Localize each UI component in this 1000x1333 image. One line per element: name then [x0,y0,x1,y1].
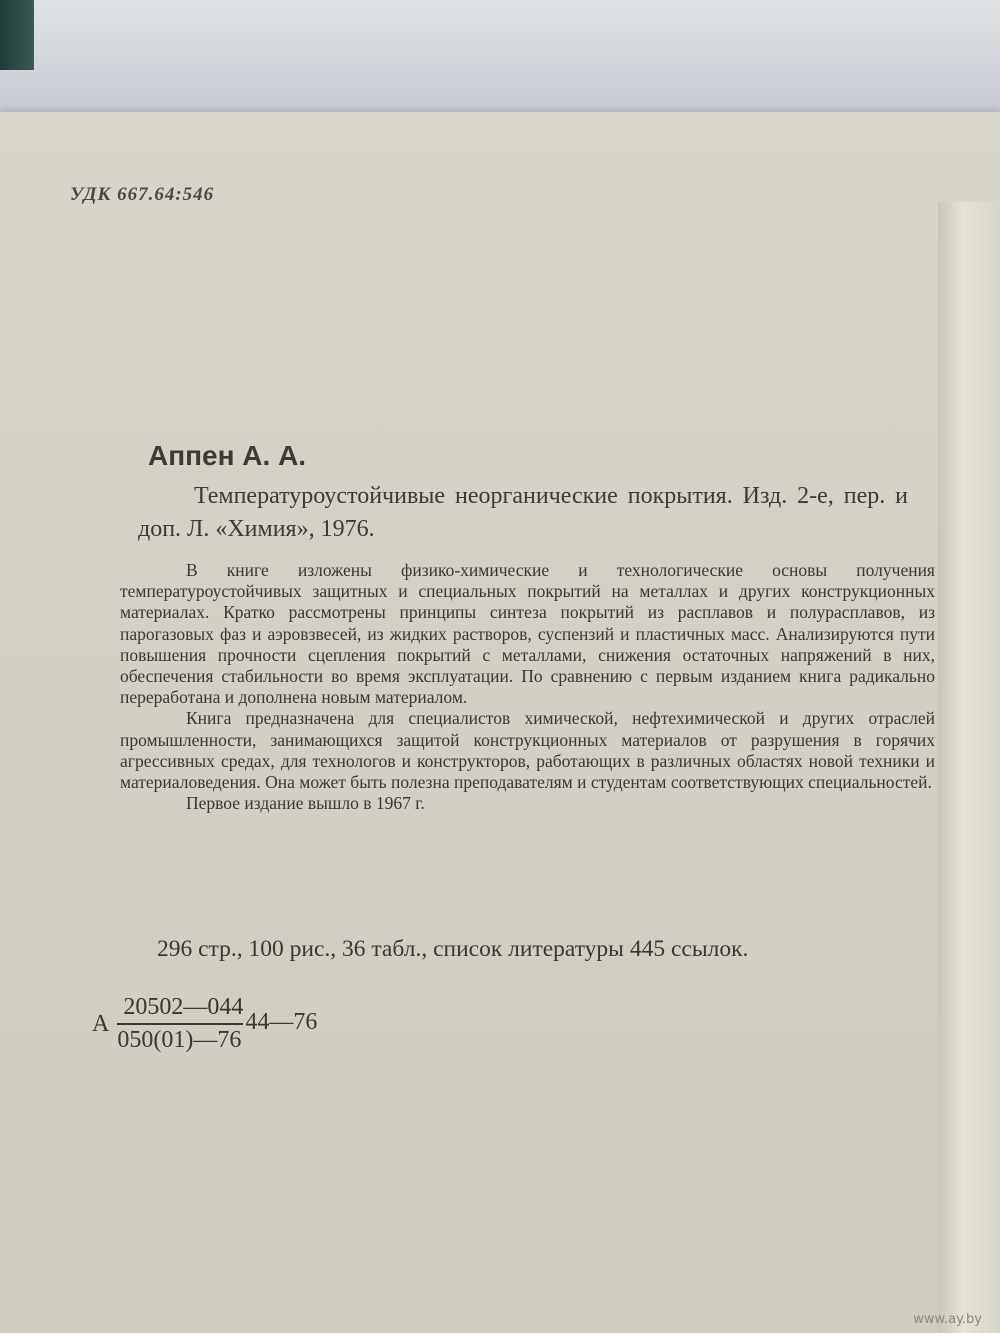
author-name: Аппен А. А. [148,440,307,471]
watermark: www.ay.by [913,1312,982,1327]
page-edge [938,202,1000,1333]
annotation-paragraph-2: Книга предназначена для специалистов химической, нефтехимической и других отраслей промышленности, занимающихся защитой конструкционных материалов от разрушения в горячих агрессивных средах, для технологов и конструкторов, работающих в различных областях новой техники и материаловедения. Она может быть полезна преподавателям и студентам соответствующих специальностей. [120,708,935,793]
code-letter: А [92,1010,110,1037]
annotation [120,560,935,814]
code-suffix: 44—76 [245,1008,318,1035]
annotation-paragraph-3: Первое издание вышло в 1967 г. [186,793,425,814]
book-stats: 296 стр., 100 рис., 36 табл., список литературы 445 ссылок. [157,936,749,962]
annotation-paragraph-1: В книге изложены физико-химические и технологические основы получения температуроустойчивых защитных и специальных покрытий на металлах и других конструкционных материалах. Кратко рассмотрены принципы синтеза покрытий из расплавов и полурасплавов, из парогазовых фаз и аэровзвесей, из жидких растворов, суспензий и пластичных масс. Анализируются пути повышения прочности сцепления покрытий с металлами, снижения остаточных напряжений в них, обеспечения стабильности во время эксплуатации. По сравнению с первым изданием книга радикально переработана и дополнена новым материалом. [120,560,935,708]
background-object [0,0,34,70]
udk-code: УДК 667.64:546 [70,184,215,205]
code-denominator: 050(01)—76 [117,1027,242,1053]
book-title: Температуроустойчивые неорганические покрытия. Изд. 2-е, пер. и доп. Л. «Химия», 1976. [138,483,908,542]
code-numerator: 20502—044 [117,994,243,1025]
code-fraction [117,994,243,1054]
book-page [0,112,1000,1333]
publication-code [92,994,317,1054]
